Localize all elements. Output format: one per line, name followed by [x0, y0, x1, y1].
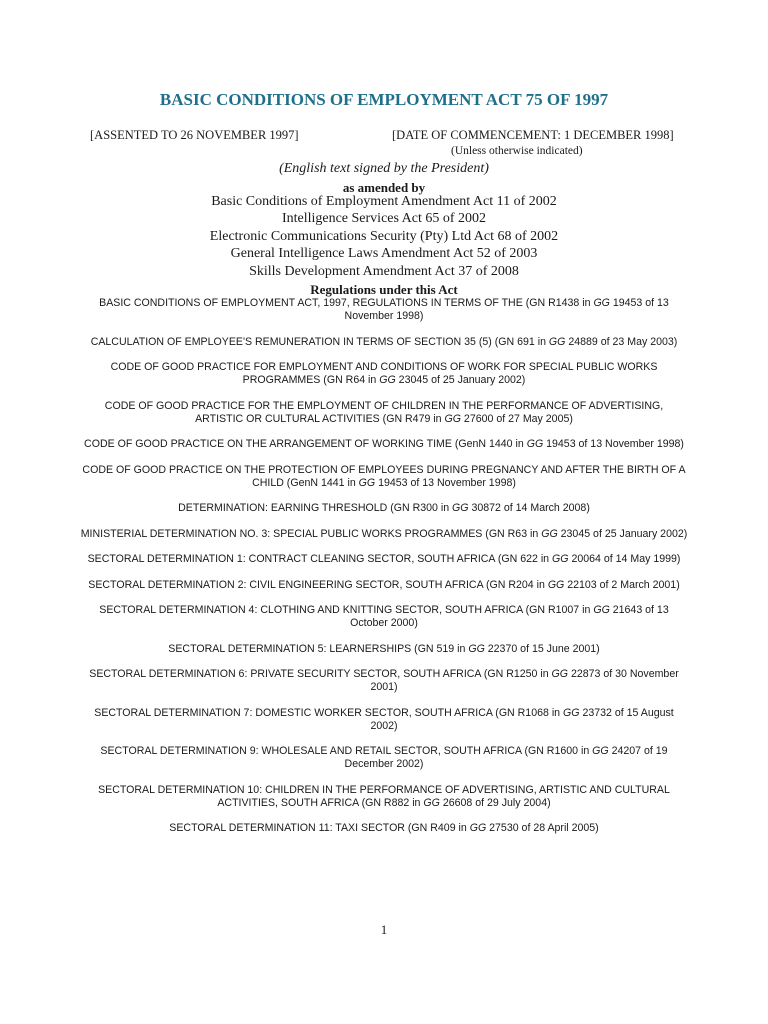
regulation-item: SECTORAL DETERMINATION 4: CLOTHING AND KNITTING SECTOR, SOUTH AFRICA (GN R1007 in GG 21643 of 13 October 2000) [99, 604, 669, 629]
document-title: BASIC CONDITIONS OF EMPLOYMENT ACT 75 OF 1997 [159, 90, 609, 109]
regulation-item: SECTORAL DETERMINATION 9: WHOLESALE AND RETAIL SECTOR, SOUTH AFRICA (GN R1600 in GG 24207 of 19 December 2002) [100, 745, 668, 770]
assented-date: [ASSENTED TO 26 NOVEMBER 1997] [90, 128, 299, 142]
regulation-item: MINISTERIAL DETERMINATION NO. 3: SPECIAL PUBLIC WORKS PROGRAMMES (GN R63 in GG 23045 of 25 January 2002) [80, 527, 688, 540]
amending-act: General Intelligence Laws Amendment Act 52 of 2003 [230, 246, 538, 261]
commencement-date: [DATE OF COMMENCEMENT: 1 DECEMBER 1998] [392, 128, 674, 142]
regulation-item: SECTORAL DETERMINATION 5: LEARNERSHIPS (GN 519 in GG 22370 of 15 June 2001) [168, 642, 600, 655]
regulation-item: SECTORAL DETERMINATION 6: PRIVATE SECURITY SECTOR, SOUTH AFRICA (GN R1250 in GG 22873 of 30 November 2001) [89, 668, 679, 693]
regulation-item: SECTORAL DETERMINATION 11: TAXI SECTOR (GN R409 in GG 27530 of 28 April 2005) [169, 822, 599, 834]
regulations-heading: Regulations under this Act [310, 282, 458, 297]
regulation-item: SECTORAL DETERMINATION 7: DOMESTIC WORKER SECTOR, SOUTH AFRICA (GN R1068 in GG 23732 of 15 August 2002) [94, 706, 674, 732]
amending-act: Electronic Communications Security (Pty) Ltd Act 68 of 2002 [209, 229, 559, 244]
regulation-item: CODE OF GOOD PRACTICE FOR EMPLOYMENT AND CONDITIONS OF WORK FOR SPECIAL PUBLIC WORKS PROGRAMMES (GN R64 in GG 23045 of 25 January 2002) [110, 361, 658, 386]
regulation-item: CODE OF GOOD PRACTICE ON THE PROTECTION OF EMPLOYEES DURING PREGNANCY AND AFTER THE BIRTH OF A CHILD (GenN 1441 in GG 19453 of 13 November 1998) [82, 463, 686, 489]
regulation-item: DETERMINATION: EARNING THRESHOLD (GN R300 in GG 30872 of 14 March 2008) [178, 502, 590, 514]
amended-by-heading: as amended by [342, 180, 426, 195]
regulations-list [80, 297, 688, 848]
unless-indicated-note: (Unless otherwise indicated) [451, 145, 583, 157]
regulation-item: SECTORAL DETERMINATION 2: CIVIL ENGINEERING SECTOR, SOUTH AFRICA (GN R204 in GG 22103 of 2 March 2001) [88, 578, 680, 591]
amending-act: Intelligence Services Act 65 of 2002 [281, 211, 487, 226]
regulation-item: SECTORAL DETERMINATION 1: CONTRACT CLEANING SECTOR, SOUTH AFRICA (GN 622 in GG 20064 of 14 May 1999) [87, 553, 681, 565]
amending-act: Basic Conditions of Employment Amendment Act 11 of 2002 [211, 194, 557, 209]
regulation-item: CALCULATION OF EMPLOYEE'S REMUNERATION IN TERMS OF SECTION 35 (5) (GN 691 in GG 24889 of 23 May 2003) [90, 335, 678, 348]
signed-note: (English text signed by the President) [279, 161, 489, 176]
regulation-item: CODE OF GOOD PRACTICE FOR THE EMPLOYMENT OF CHILDREN IN THE PERFORMANCE OF ADVERTISING, ARTISTIC OR CULTURAL ACTIVITIES (GN R479 in GG 27600 of 27 May 2005) [104, 399, 664, 425]
page-number: 1 [380, 922, 388, 937]
regulation-item: SECTORAL DETERMINATION 10: CHILDREN IN THE PERFORMANCE OF ADVERTISING, ARTISTIC AND CULTURAL ACTIVITIES, SOUTH AFRICA (GN R882 in GG 26608 of 29 July 2004) [98, 783, 670, 809]
regulation-item: BASIC CONDITIONS OF EMPLOYMENT ACT, 1997, REGULATIONS IN TERMS OF THE (GN R1438 in GG 19453 of 13 November 1998) [99, 297, 669, 322]
amending-act: Skills Development Amendment Act 37 of 2008 [249, 264, 519, 279]
regulation-item: CODE OF GOOD PRACTICE ON THE ARRANGEMENT OF WORKING TIME (GenN 1440 in GG 19453 of 13 November 1998) [84, 438, 684, 450]
